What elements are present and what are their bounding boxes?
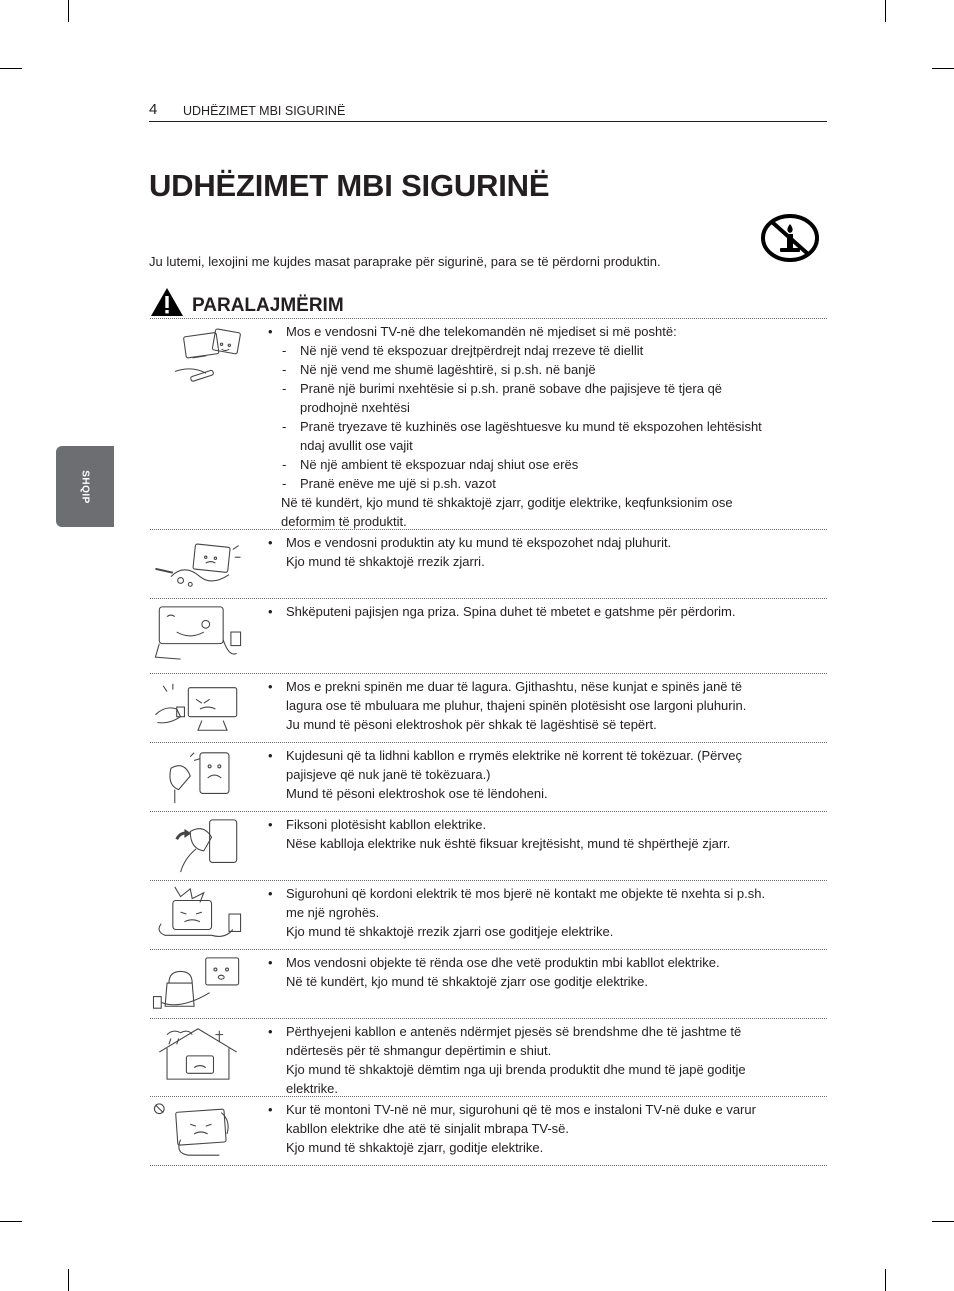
wall-mount-cable-illustration-icon (150, 1101, 246, 1161)
warning-row (150, 598, 827, 673)
warning-row (150, 1096, 827, 1166)
tv-unplug-illustration-icon (150, 603, 246, 663)
consequence-text: Kjo mund të shkaktojë rrezik zjarri ose goditjeje elektrike. (286, 924, 614, 939)
bullet-text: • Fiksoni plotësisht kabllon elektrike. (267, 815, 827, 834)
bullet-text: • Shkëputeni pajisjen nga priza. Spina duhet të mbetet e gatshme për përdorim. (267, 602, 827, 621)
bullet-text: • Kur të montoni TV-në në mur, sigurohuni që të mos e instaloni TV-në duke e varur (267, 1100, 827, 1119)
language-tab (56, 446, 114, 527)
heavy-object-cord-illustration-icon (150, 954, 246, 1014)
bullet-text-cont: lagura ose të mbuluara me pluhur, thajeni spinën plotësisht ose largoni pluhurin. (286, 698, 747, 713)
warning-text (267, 599, 827, 621)
consequence-text: Kjo mund të shkaktojë dëmtim nga uji brenda produktit dhe mund të japë goditje (286, 1062, 746, 1077)
no-open-flame-icon (760, 212, 820, 264)
warning-row (150, 811, 827, 880)
language-tab-label: SHQIP (79, 469, 91, 504)
grounded-outlet-illustration-icon (150, 747, 246, 807)
tv-dust-illustration-icon (150, 534, 246, 594)
page-number: 4 (149, 101, 158, 118)
sub-item: - Në një vend të ekspozuar drejtpërdrejt ndaj rrezeve të diellit (267, 341, 827, 360)
consequence-text-cont: elektrike. (286, 1081, 339, 1096)
page-title: UDHËZIMET MBI SIGURINË (149, 168, 550, 203)
warning-text (267, 530, 827, 571)
sub-item-cont: ndaj avullit ose vajit (300, 438, 413, 453)
warning-text (267, 743, 827, 803)
warning-list (150, 318, 827, 1166)
crop-mark (68, 1269, 69, 1291)
warning-row (150, 318, 827, 529)
crop-mark (68, 0, 69, 22)
warning-text (267, 1019, 827, 1098)
running-header: UDHËZIMET MBI SIGURINË (183, 104, 346, 118)
heater-cord-illustration-icon (150, 885, 246, 945)
sub-item: - Pranë një burimi nxehtësie si p.sh. pranë sobave dhe pajisjeve të tjera që (267, 379, 827, 398)
crop-mark (885, 0, 886, 22)
crop-mark (0, 1221, 22, 1222)
header-rule (149, 121, 827, 122)
consequence-text: Në të kundërt, kjo mund të shkaktojë zjarr, goditje elektrike, keqfunksionim ose (281, 495, 733, 510)
warning-row (150, 742, 827, 811)
warning-row (150, 880, 827, 949)
bullet-text: • Mos e prekni spinën me duar të lagura. Gjithashtu, nëse kunjat e spinës janë të (267, 677, 827, 696)
consequence-text: Nëse kablloja elektrike nuk është fiksuar krejtësisht, mund të shpërthejë zjarr. (286, 836, 731, 851)
crop-mark (932, 68, 954, 69)
bullet-text: • Mos e vendosni TV-në dhe telekomandën në mjediset si më poshtë: (267, 322, 827, 341)
tv-environment-illustration-icon (162, 323, 254, 383)
sub-item: - Pranë tryezave të kuzhinës ose lagështuesve ku mund të ekspozohen lehtësisht (267, 417, 827, 436)
consequence-text: Ju mund të pësoni elektroshok për shkak të lagështisë së tepërt. (286, 717, 657, 732)
bullet-text-cont: me një ngrohës. (286, 905, 380, 920)
sub-item: - Në një ambient të ekspozuar ndaj shiut ose erës (267, 455, 827, 474)
antenna-cable-illustration-icon (150, 1023, 246, 1083)
bullet-text-cont: ndërtesës për të shmangur depërtimin e shiut. (286, 1043, 552, 1058)
bullet-text: • Sigurohuni që kordoni elektrik të mos bjerë në kontakt me objekte të nxehta si p.sh. (267, 884, 827, 903)
crop-mark (885, 1269, 886, 1291)
consequence-text: deformim të produktit. (281, 514, 407, 529)
warning-label: PARALAJMËRIM (192, 295, 344, 316)
sub-item: - Pranë enëve me ujë si p.sh. vazot (267, 474, 827, 493)
bullet-text: • Kujdesuni që ta lidhni kabllon e rrymës elektrike në korrent të tokëzuar. (Përveç (267, 746, 827, 765)
bullet-text: • Mos e vendosni produktin aty ku mund të ekspozohet ndaj pluhurit. (267, 533, 827, 552)
warning-text (267, 1097, 827, 1157)
secure-plug-illustration-icon (150, 816, 246, 876)
crop-mark (0, 68, 22, 69)
warning-text (267, 812, 827, 853)
consequence-text: Në të kundërt, kjo mund të shkaktojë zjarr ose goditje elektrike. (286, 974, 649, 989)
sub-item-cont: prodhojnë nxehtësi (300, 400, 410, 415)
bullet-text: • Përthyejeni kabllon e antenës ndërmjet pjesës së brendshme dhe të jashtme të (267, 1022, 827, 1041)
wet-hands-plug-illustration-icon (150, 678, 246, 738)
consequence-text: Kjo mund të shkaktojë rrezik zjarri. (286, 554, 485, 569)
warning-text (267, 950, 827, 991)
crop-mark (932, 1221, 954, 1222)
warning-row (150, 529, 827, 598)
warning-row (150, 949, 827, 1018)
warning-row (150, 1018, 827, 1096)
warning-text (267, 319, 827, 531)
consequence-text: Mund të pësoni elektroshok ose të lëndoheni. (286, 786, 548, 801)
warning-heading (150, 283, 344, 317)
warning-text (267, 674, 827, 734)
bullet-text-cont: kabllon elektrike dhe atë të sinjalit mbrapa TV-së. (286, 1121, 570, 1136)
warning-triangle-icon (150, 287, 184, 317)
bullet-text: • Mos vendosni objekte të rënda ose dhe vetë produktin mbi kabllot elektrike. (267, 953, 827, 972)
consequence-text: Kjo mund të shkaktojë zjarr, goditje elektrike. (286, 1140, 544, 1155)
intro-text: Ju lutemi, lexojini me kujdes masat paraprake për sigurinë, para se të përdorni produktin. (149, 254, 661, 269)
warning-text (267, 881, 827, 941)
warning-row (150, 673, 827, 742)
bullet-text-cont: pajisjeve që nuk janë të tokëzuara.) (286, 767, 491, 782)
sub-item: - Në një vend me shumë lagështirë, si p.sh. në banjë (267, 360, 827, 379)
